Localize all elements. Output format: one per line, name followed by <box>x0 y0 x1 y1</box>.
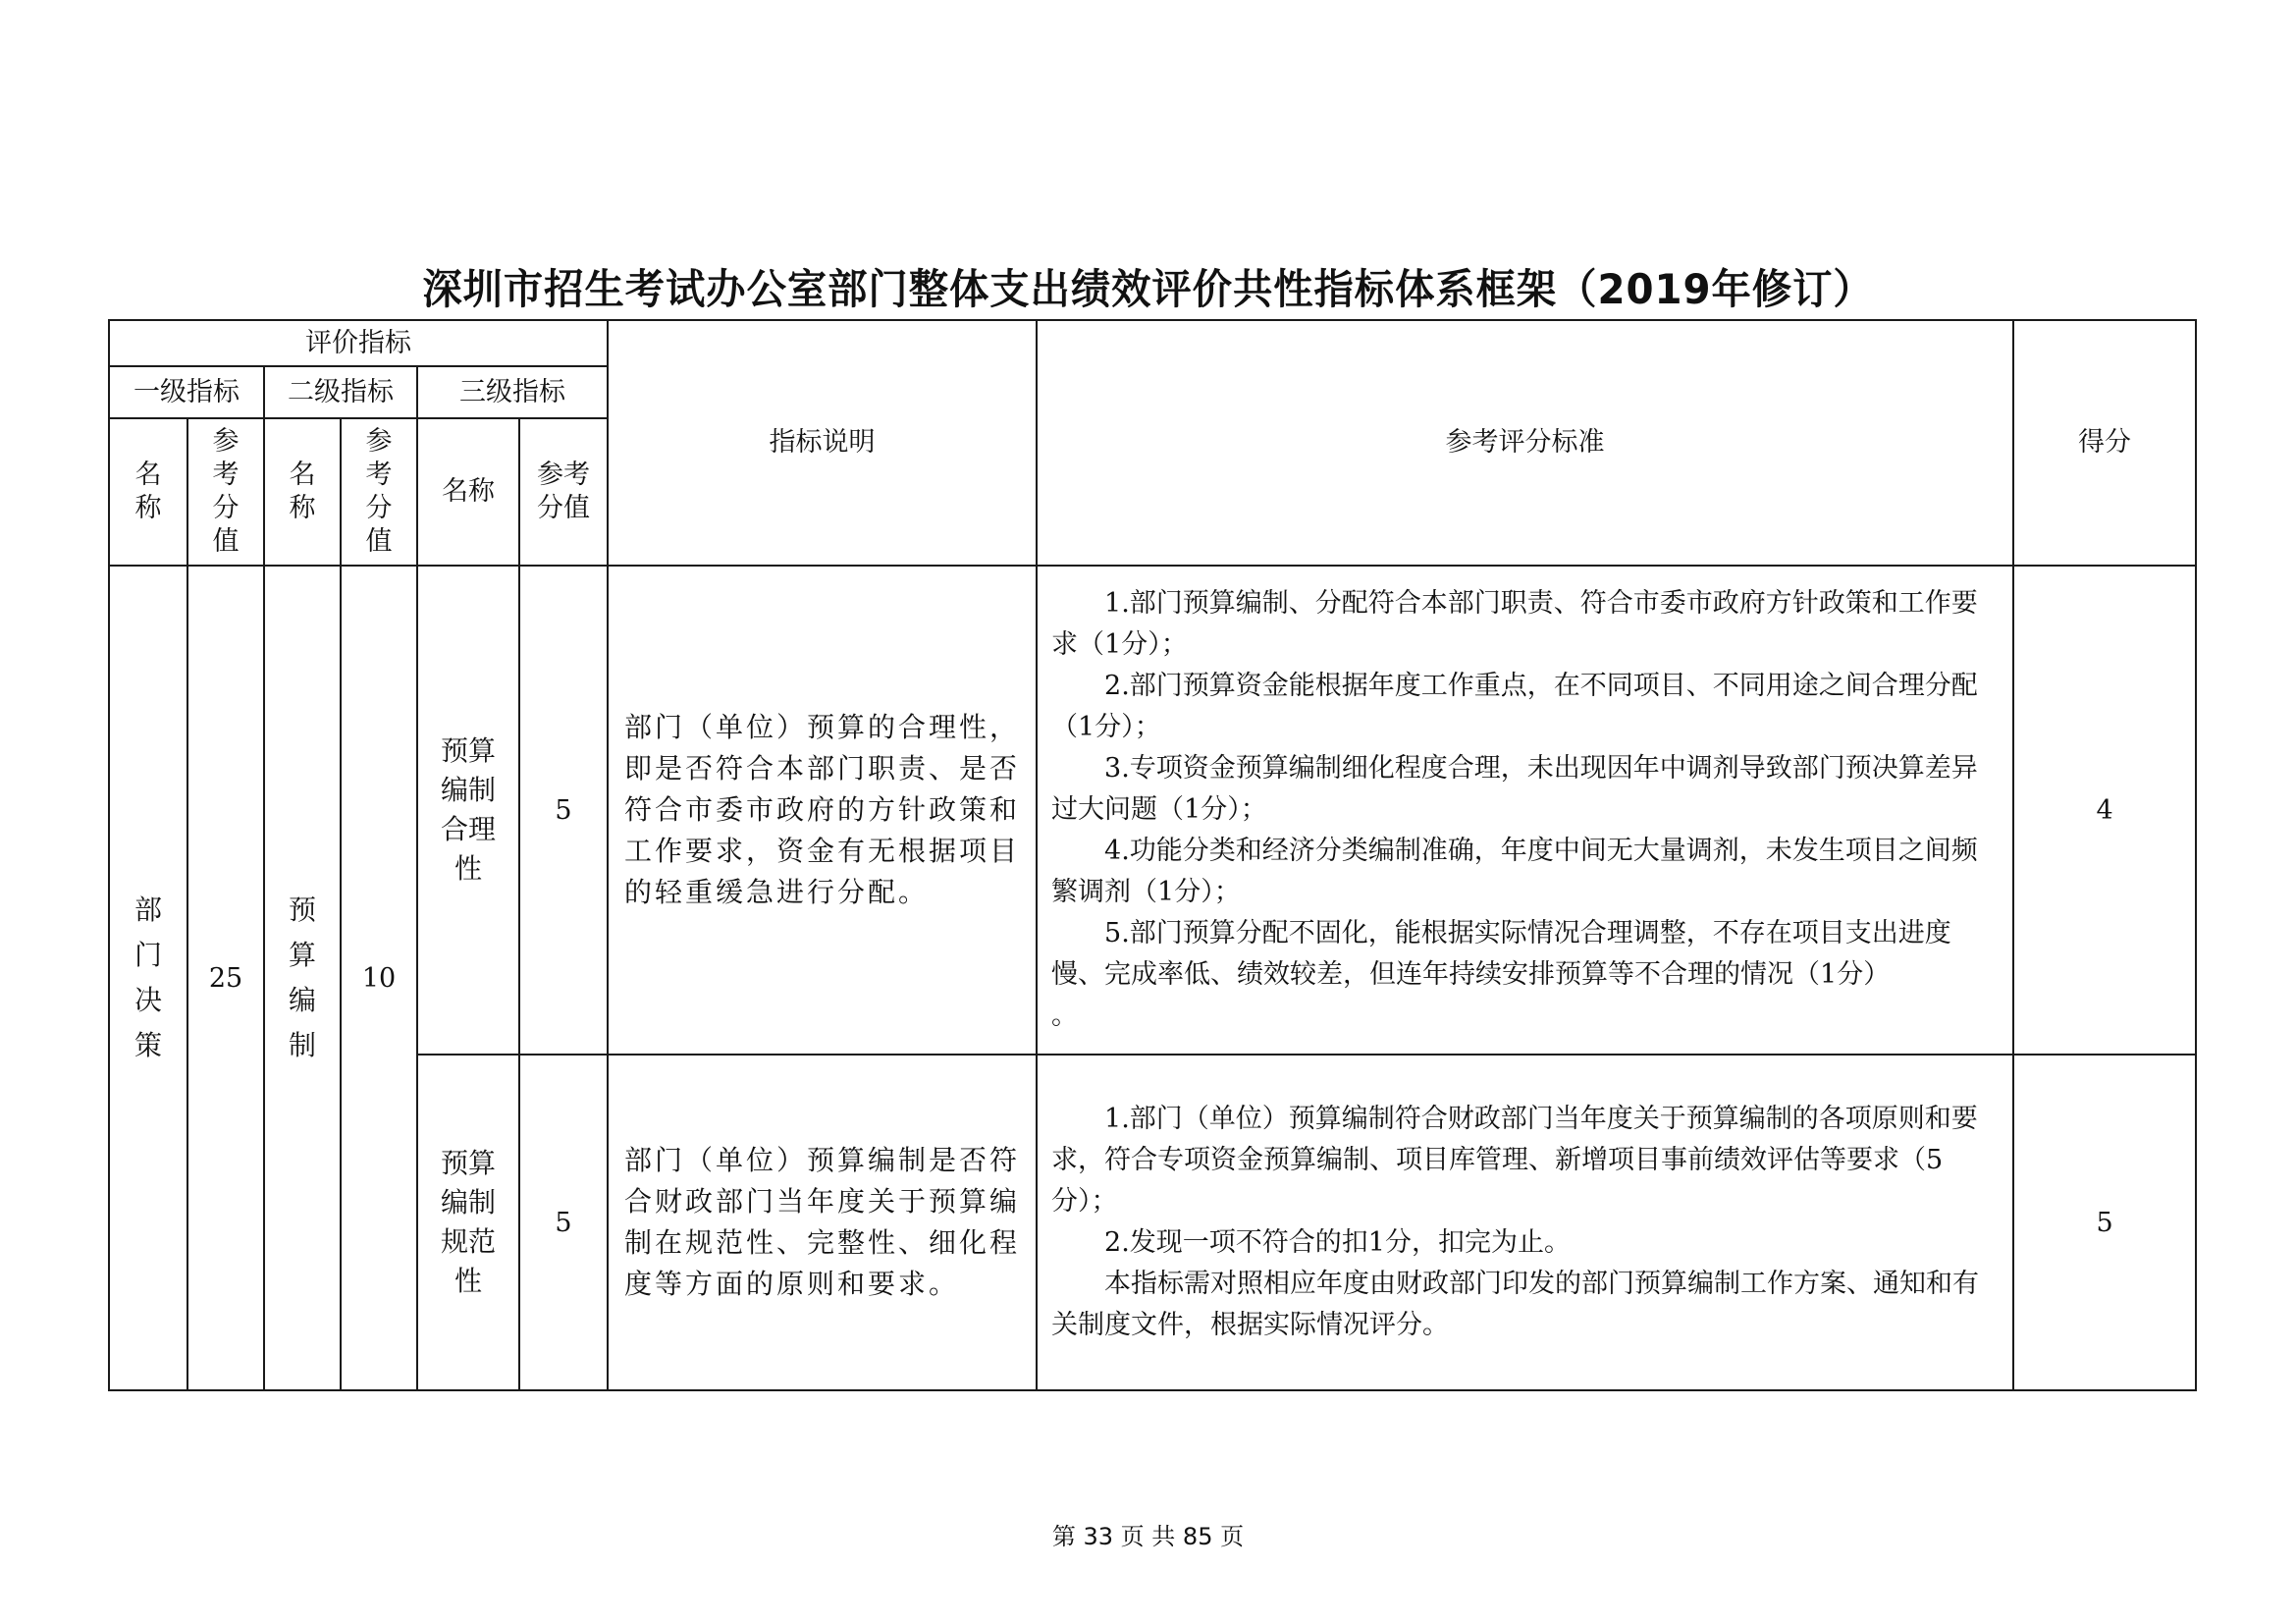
level3-name: 预算编制规范性 <box>440 1147 496 1297</box>
scoring-criteria <box>1037 1055 2013 1390</box>
header-level1-name-text: 名称 <box>134 460 162 523</box>
header-level3: 三级指标 <box>417 366 608 418</box>
level1-ref-score: 25 <box>187 566 264 1390</box>
criteria-item: 2.发现一项不符合的扣1分，扣完为止。 <box>1104 1227 1571 1258</box>
criteria-item: 2.部门预算资金能根据年度工作重点，在不同项目、不同用途之间合理分配（1分）； <box>1051 671 1978 742</box>
header-level2-name-text: 名称 <box>289 460 316 523</box>
header-level3-ref-score-text: 参考分值 <box>537 460 590 523</box>
level1-name-cell <box>109 566 187 1390</box>
level3-ref-score: 5 <box>519 1055 608 1390</box>
criteria-tail: 。 <box>1051 1001 1079 1031</box>
indicator-description: 部门（单位）预算的合理性，即是否符合本部门职责、是否符合市委市政府的方针政策和工作要求，资金有无根据项目的轻重缓急进行分配。 <box>608 566 1037 1055</box>
header-level1-ref-score-text: 参考分值 <box>212 426 240 557</box>
document-title: 深圳市招生考试办公室部门整体支出绩效评价共性指标体系框架（2019年修订） <box>422 265 1874 313</box>
criteria-item: 1.部门（单位）预算编制符合财政部门当年度关于预算编制的各项原则和要求，符合专项资金预算编制、项目库管理、新增项目事前绩效评估等要求（5分）； <box>1051 1104 1978 1217</box>
table-row <box>109 1055 2196 1390</box>
level2-ref-score: 10 <box>341 566 417 1390</box>
indicator-framework-table <box>108 319 2197 1391</box>
header-level2-name <box>264 418 341 566</box>
level2-name: 预算编制 <box>288 893 316 1061</box>
criteria-item: 4.功能分类和经济分类编制准确，年度中间无大量调剂，未发生项目之间频繁调剂（1分）； <box>1051 836 1978 907</box>
header-score: 得分 <box>2013 320 2196 566</box>
level3-name: 预算编制合理性 <box>440 734 496 885</box>
level3-name-cell <box>417 1055 519 1390</box>
level3-ref-score: 5 <box>519 566 608 1055</box>
header-level1: 一级指标 <box>109 366 264 418</box>
criteria-item: 1.部门预算编制、分配符合本部门职责、符合市委市政府方针政策和工作要求（1分）； <box>1051 588 1978 660</box>
header-level2-ref-score <box>341 418 417 566</box>
header-level3-name: 名称 <box>417 418 519 566</box>
criteria-item: 本指标需对照相应年度由财政部门印发的部门预算编制工作方案、通知和有关制度文件，根据实际情况评分。 <box>1051 1269 1980 1340</box>
scoring-criteria <box>1037 566 2013 1055</box>
header-scoring-criteria: 参考评分标准 <box>1037 320 2013 566</box>
header-indicator-description: 指标说明 <box>608 320 1037 566</box>
header-level1-name <box>109 418 187 566</box>
criteria-item: 5.部门预算分配不固化，能根据实际情况合理调整，不存在项目支出进度慢、完成率低、绩效较差，但连年持续安排预算等不合理的情况（1分） <box>1051 918 1951 990</box>
level1-name: 部门决策 <box>133 893 162 1061</box>
header-level3-ref-score <box>519 418 608 566</box>
header-level1-ref-score <box>187 418 264 566</box>
level2-name-cell <box>264 566 341 1390</box>
header-level2-ref-score-text: 参考分值 <box>365 426 393 557</box>
score-value: 4 <box>2013 566 2196 1055</box>
page-number: 第 33 页 共 85 页 <box>1051 1523 1245 1550</box>
header-evaluation-indicators: 评价指标 <box>109 320 608 366</box>
header-level2: 二级指标 <box>264 366 417 418</box>
criteria-item: 3.专项资金预算编制细化程度合理，未出现因年中调剂导致部门预决算差异过大问题（1分）； <box>1051 753 1978 825</box>
score-value: 5 <box>2013 1055 2196 1390</box>
indicator-description: 部门（单位）预算编制是否符合财政部门当年度关于预算编制在规范性、完整性、细化程度等方面的原则和要求。 <box>608 1055 1037 1390</box>
table-row <box>109 566 2196 1055</box>
level3-name-cell <box>417 566 519 1055</box>
